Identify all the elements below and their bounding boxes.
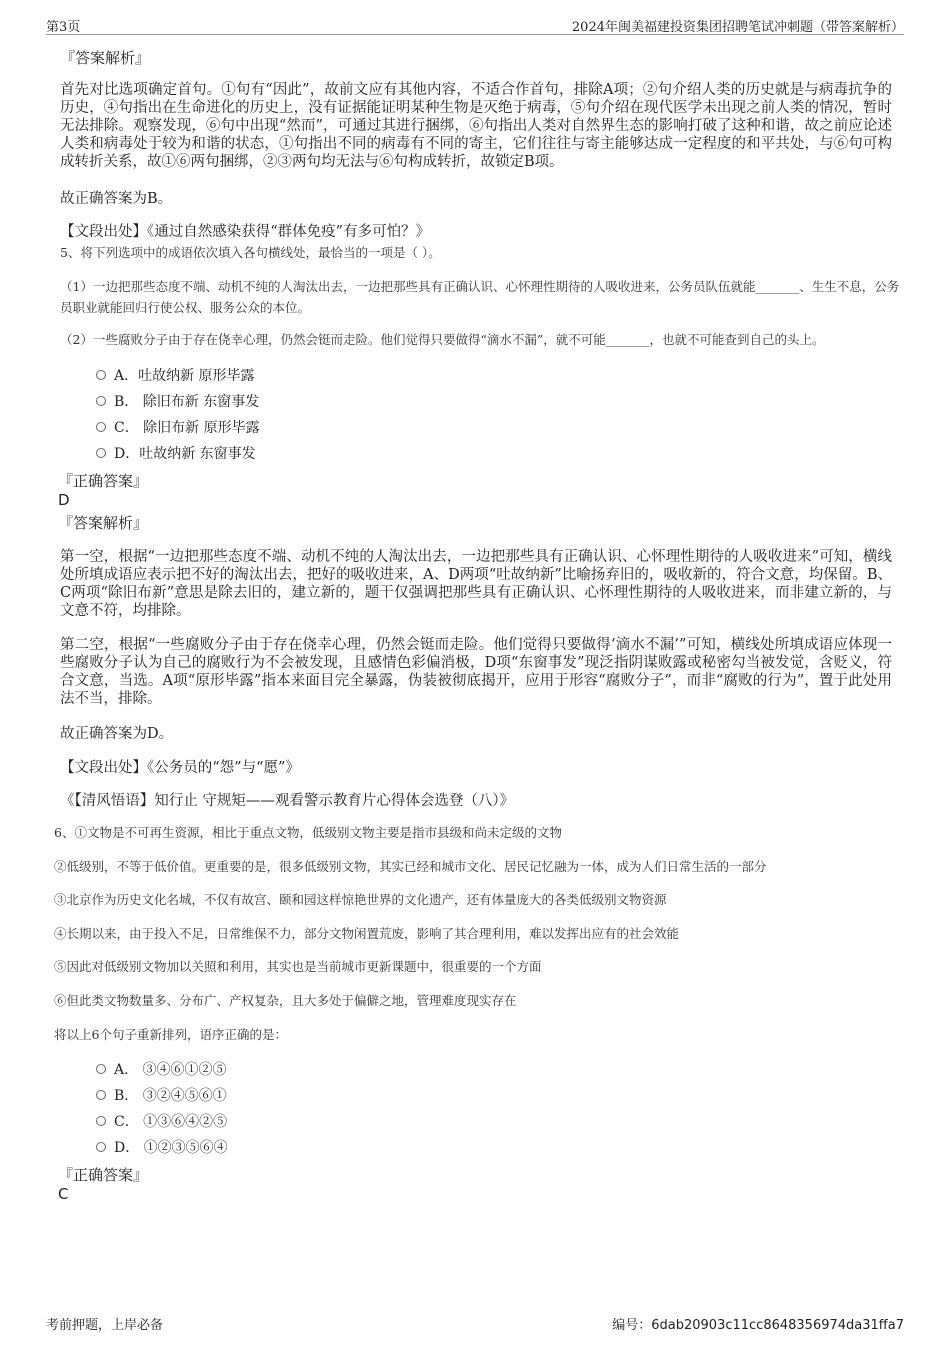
radio-icon[interactable] <box>96 1064 106 1074</box>
option-c[interactable] <box>96 418 260 438</box>
option-label: A．吐故纳新 原形毕露 <box>114 368 255 384</box>
analysis-paragraph-1: 第一空，根据“一边把那些态度不端、动机不纯的人淘汰出去，一边把那些具有正确认识、心怀理性期待的人吸收进来”可知，横线处所填成语应表示把不好的淘汰出去，把好的吸收进来，A、D两项“吐故纳新”比喻扬弃旧的，吸收新的，符合文意，均保留。B、C两项“除旧布新”意思是除去旧的，建立新的，题干仅强调把那些具有正确认识、心怀理性期待的人吸收进来，而非建立新的，与文意不符，均排除。 <box>60 549 892 619</box>
document-title: 2024年闽美福建投资集团招聘笔试冲刺题（带答案解析） <box>571 20 904 35</box>
footer-slogan: 考前押题，上岸必备 <box>46 1318 164 1333</box>
option-label: A． ③④⑥①②⑤ <box>114 1062 227 1078</box>
radio-icon[interactable] <box>96 1090 106 1100</box>
conclusion-text: 故正确答案为D。 <box>60 726 174 742</box>
option-b[interactable] <box>96 392 259 412</box>
document-code: 编号：6dab20903c11cc8648356974da31ffa7 <box>612 1318 904 1333</box>
question-5-stem: 5、将下列选项中的成语依次填入各句横线处，最恰当的一项是（ ）。 <box>60 245 441 260</box>
radio-icon[interactable] <box>96 1142 106 1152</box>
question-6-prompt: 将以上6个句子重新排列，语序正确的是： <box>54 1027 287 1042</box>
source-citation: 【文段出处】《通过自然感染获得“群体免疫”有多可怕？》 <box>60 224 431 240</box>
option-d[interactable] <box>96 444 256 464</box>
option-label: C． ①③⑥④②⑤ <box>114 1114 228 1130</box>
correct-answer-label: 『正确答案』 <box>58 472 149 490</box>
page-footer <box>46 1312 904 1332</box>
sentence-6: ⑥但此类文物数量多、分布广、产权复杂，且大多处于偏僻之地，管理难度现实存在 <box>54 993 517 1008</box>
conclusion-text: 故正确答案为B。 <box>60 191 173 207</box>
source-citation: 【文段出处】《公务员的“怨”与“愿”》 <box>60 760 300 776</box>
radio-icon[interactable] <box>96 1116 106 1126</box>
option-c[interactable] <box>96 1112 227 1132</box>
analysis-paragraph-2: 第二空，根据“一些腐败分子由于存在侥幸心理，仍然会铤而走险。他们觉得只要做得‘滴水不漏’”可知，横线处所填成语应体现一些腐败分子认为自己的腐败行为不会被发现，且感情色彩偏消极，D项“东窗事发”现泛指阴谋败露或秘密勾当被发觉，含贬义，符合文意，当选。A项“原形毕露”指本来面目完全暴露，伪装被彻底揭开，应用于形容“腐败分子”，而非“腐败的行为”，置于此处用法不当，排除。 <box>60 637 892 707</box>
question-6-stem: 6、①文物是不可再生资源，相比于重点文物，低级别文物主要是指市县级和尚未定级的文物 <box>54 825 562 840</box>
page-number: 第3页 <box>46 20 81 35</box>
question-5-sub1: （1）一边把那些态度不端、动机不纯的人淘汰出去，一边把那些具有正确认识、心怀理性期待的人吸收进来，公务员队伍就能_______、生生不息，公务员职业就能回归行使公权、服务公众的本位。 <box>60 279 900 315</box>
option-a[interactable] <box>96 366 255 386</box>
radio-icon[interactable] <box>96 448 106 458</box>
option-label: B． 除旧布新 东窗事发 <box>114 394 260 410</box>
radio-icon[interactable] <box>96 370 106 380</box>
option-label: D．吐故纳新 东窗事发 <box>114 446 256 462</box>
analysis-label: 『答案解析』 <box>60 49 151 67</box>
option-d[interactable] <box>96 1138 228 1158</box>
option-label: B． ③②④⑤⑥① <box>114 1088 227 1104</box>
sentence-3: ③北京作为历史文化名城，不仅有故宫、颐和园这样惊艳世界的文化遗产，还有体量庞大的各类低级别文物资源 <box>54 892 667 907</box>
sentence-2: ②低级别，不等于低价值。更重要的是，很多低级别文物，其实已经和城市文化、居民记忆融为一体，成为人们日常生活的一部分 <box>54 859 767 874</box>
radio-icon[interactable] <box>96 396 106 406</box>
related-article-link[interactable]: 《【清风悟语】知行止 守规矩——观看警示教育片心得体会选登（八）》 <box>60 793 515 809</box>
page-header <box>46 14 904 35</box>
option-a[interactable] <box>96 1060 227 1080</box>
sentence-5: ⑤因此对低级别文物加以关照和利用，其实也是当前城市更新课题中，很重要的一个方面 <box>54 959 542 974</box>
option-label: C． 除旧布新 原形毕露 <box>114 420 260 436</box>
correct-answer-label: 『正确答案』 <box>58 1166 149 1184</box>
sentence-4: ④长期以来，由于投入不足，日常维保不力，部分文物闲置荒废，影响了其合理利用，难以发挥出应有的社会效能 <box>54 926 680 941</box>
option-label: D． ①②③⑤⑥④ <box>114 1140 228 1156</box>
question-5-sub2: （2）一些腐败分子由于存在侥幸心理，仍然会铤而走险。他们觉得只要做得“滴水不漏”，就不可能_______，也就不可能查到自己的头上。 <box>60 332 825 347</box>
analysis-label: 『答案解析』 <box>58 514 149 532</box>
correct-answer: C <box>58 1185 69 1203</box>
radio-icon[interactable] <box>96 422 106 432</box>
option-b[interactable] <box>96 1086 227 1106</box>
analysis-text: 首先对比选项确定首句。①句有“因此”，故前文应有其他内容，不适合作首句，排除A项；②句介绍人类的历史就是与病毒抗争的历史，④句指出在生命进化的历史上，没有证据能证明某种生物是灭绝于病毒，⑤句介绍在现代医学未出现之前人类的情况，暂时无法排除。观察发现，⑥句中出现“然而”，可通过其进行捆绑，⑥句指出人类对自然界生态的影响打破了这种和谐，故之前应论述人类和病毒处于较为和谐的状态，①句指出不同的病毒有不同的寄主，它们往往与寄主能够达成一定程度的和平共处，与⑥句可构成转折关系，故①⑥两句捆绑，②③两句均无法与⑥句构成转折，故锁定B项。 <box>60 82 892 170</box>
correct-answer: D <box>58 491 70 509</box>
